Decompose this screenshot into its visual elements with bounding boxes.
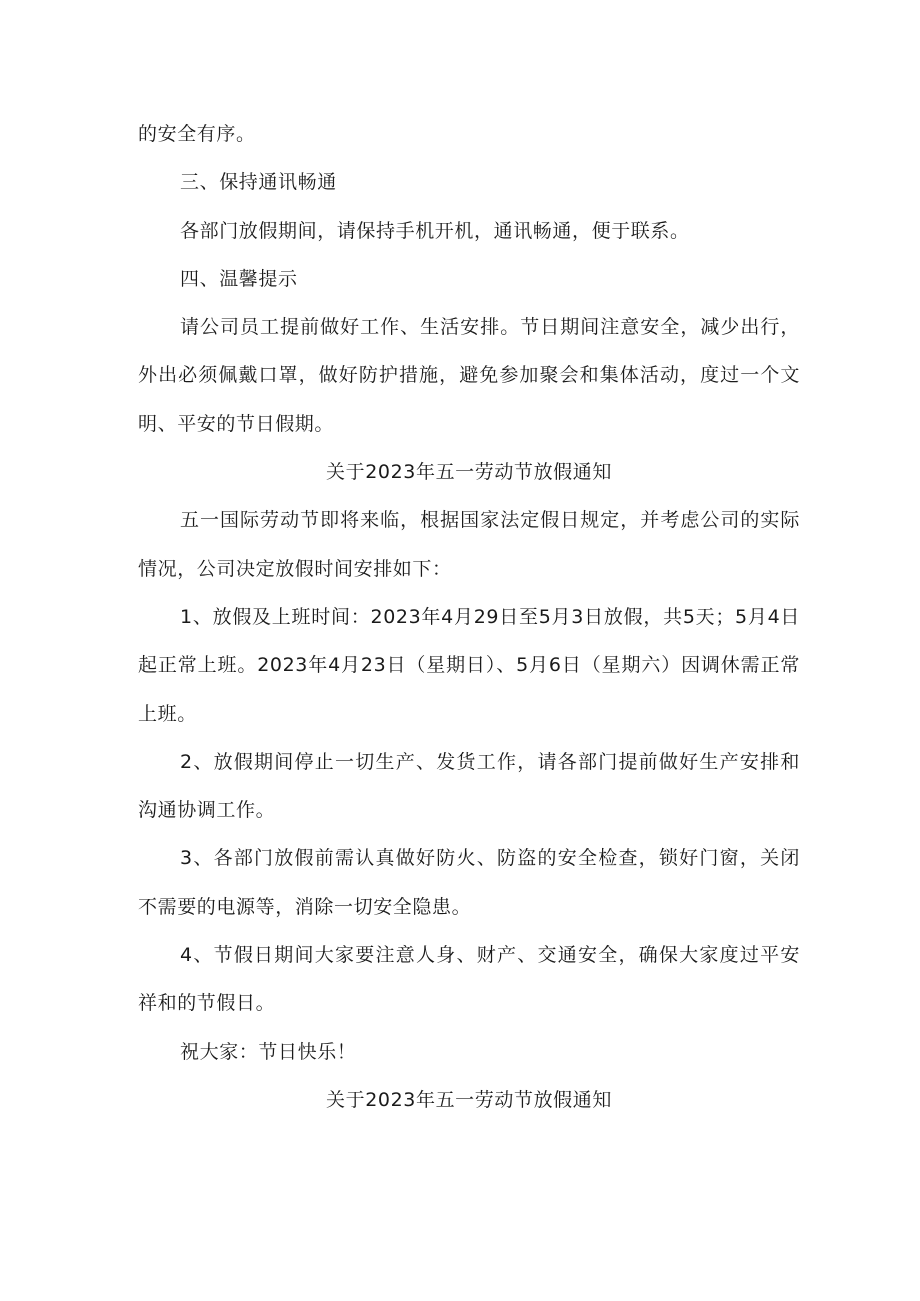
paragraph-intro: 五一国际劳动节即将来临，根据国家法定假日规定，并考虑公司的实际情况，公司决定放假时间安排如下：: [138, 509, 800, 580]
list-item-production-halt: 2、放假期间停止一切生产、发货工作，请各部门提前做好生产安排和沟通协调工作。: [138, 750, 800, 822]
closing-greeting: 祝大家：节日快乐！: [180, 1040, 357, 1063]
notice-title: 关于2023年五一劳动节放假通知: [326, 461, 612, 484]
notice-title-repeat: 关于2023年五一劳动节放假通知: [326, 1088, 612, 1111]
list-item-safety-check: 3、各部门放假前需认真做好防火、防盗的安全检查，锁好门窗，关闭不需要的电源等，消除一切安全隐患。: [138, 847, 800, 918]
paragraph-communication: 各部门放假期间，请保持手机开机，通讯畅通，便于联系。: [180, 219, 690, 242]
section-heading-reminder: 四、温馨提示: [180, 267, 298, 290]
document-body: [138, 110, 800, 1124]
list-item-holiday-schedule: 1、放假及上班时间：2023年4月29日至5月3日放假，共5天；5月4日起正常上班。2023年4月23日（星期日）、5月6日（星期六）因调休需正常上班。: [138, 605, 800, 725]
section-heading-communication: 三、保持通讯畅通: [180, 171, 337, 194]
list-item-personal-safety: 4、节假日期间大家要注意人身、财产、交通安全，确保大家度过平安祥和的节假日。: [138, 944, 800, 1015]
paragraph-reminder: 请公司员工提前做好工作、生活安排。节日期间注意安全，减少出行，外出必须佩戴口罩，做好防护措施，避免参加聚会和集体活动，度过一个文明、平安的节日假期。: [138, 316, 800, 435]
paragraph-continuation: 的安全有序。: [138, 123, 256, 145]
